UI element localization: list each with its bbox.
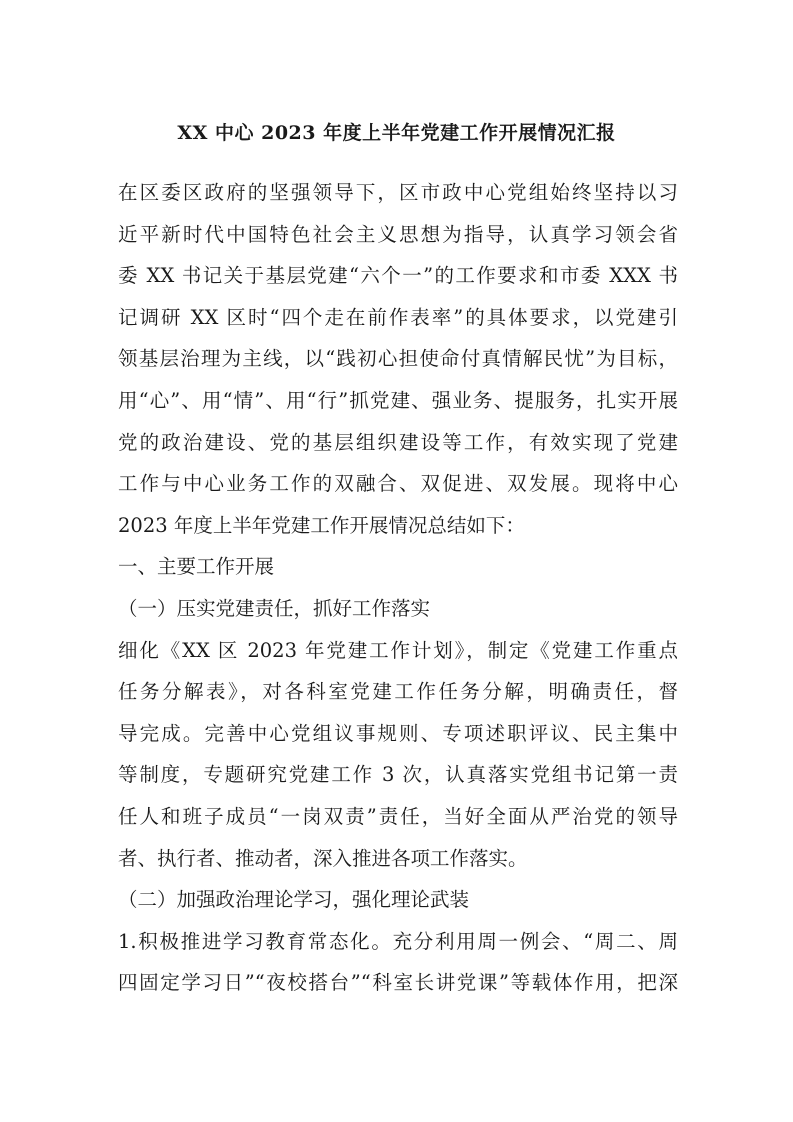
paragraph-line: 者、执行者、推动者，深入推进各项工作落实。 — [118, 846, 528, 870]
paragraph-line: 导完成。完善中心党组议事规则、专项述职评议、民主集中 — [118, 721, 678, 745]
paragraph-line: 在区委区政府的坚强领导下，区市政中心党组始终坚持以习 — [118, 181, 678, 204]
document-title: XX 中心 2023 年度上半年党建工作开展情况汇报 — [177, 122, 616, 144]
paragraph-line: 1.积极推进学习教育常态化。充分利用周一例会、“周二、周 — [118, 929, 678, 953]
paragraph-line: 党的政治建设、党的基层组织建设等工作，有效实现了党建 — [118, 430, 678, 454]
paragraph-line: 近平新时代中国特色社会主义思想为指导，认真学习领会省 — [118, 222, 678, 246]
paragraph-line: 任人和班子成员“一岗双责”责任，当好全面从严治党的领导 — [118, 804, 678, 828]
document-body — [118, 172, 678, 1004]
paragraph-line: 记调研 XX 区时“四个走在前作表率”的具体要求，以党建引 — [118, 305, 678, 329]
paragraph-line: 领基层治理为主线，以“践初心担使命付真情解民忧”为目标， — [118, 347, 678, 371]
paragraph-line: 细化《XX 区 2023 年党建工作计划》，制定《党建工作重点 — [118, 638, 678, 662]
paragraph-line: 委 XX 书记关于基层党建“六个一”的工作要求和市委 XXX 书 — [118, 264, 678, 288]
paragraph-line: 用“心”、用“情”、用“行”抓党建、强业务、提服务，扎实开展 — [118, 388, 678, 412]
subsection-heading: （一）压实党建责任，抓好工作落实 — [118, 596, 431, 620]
paragraph-line: 四固定学习日”“夜校搭台”“科室长讲党课”等载体作用，把深 — [118, 971, 678, 995]
paragraph-line: 等制度，专题研究党建工作 3 次，认真落实党组书记第一责 — [118, 763, 678, 787]
paragraph-line: 任务分解表》，对各科室党建工作任务分解，明确责任，督 — [118, 680, 678, 704]
paragraph-line: 2023 年度上半年党建工作开展情况总结如下： — [118, 513, 525, 537]
section-heading: 一、主要工作开展 — [118, 555, 275, 579]
subsection-heading: （二）加强政治理论学习，强化理论武装 — [118, 888, 470, 912]
paragraph-line: 工作与中心业务工作的双融合、双促进、双发展。现将中心 — [118, 472, 678, 496]
